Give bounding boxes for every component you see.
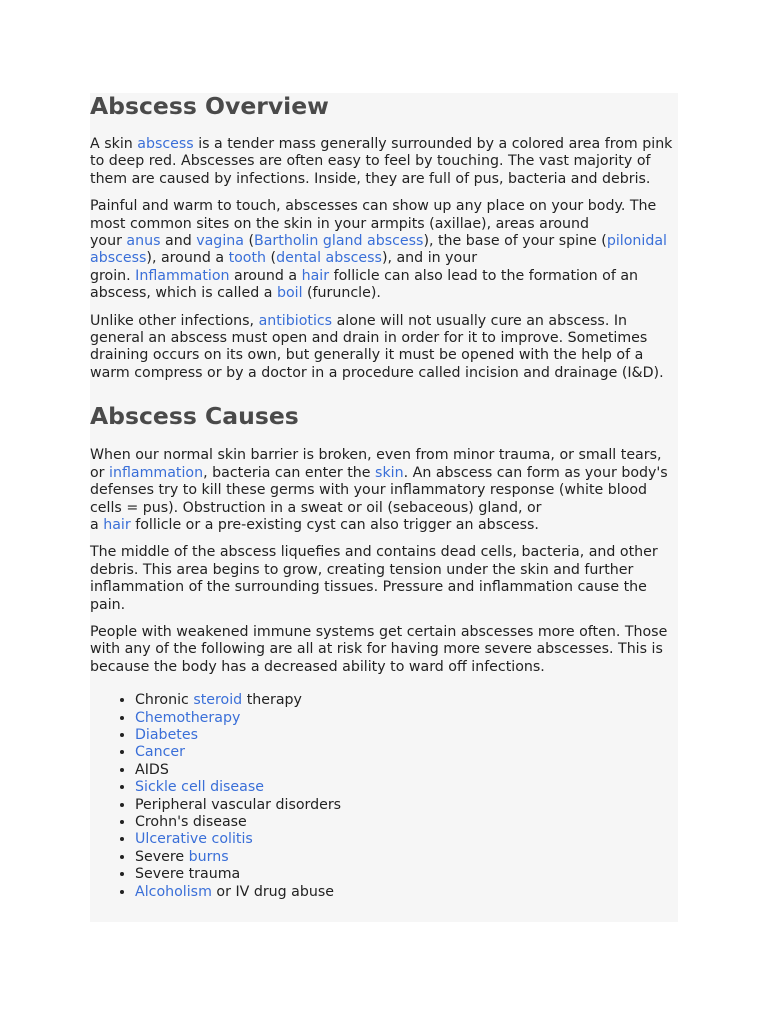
- overview-paragraph-2: [90, 198, 680, 302]
- text-segment: ), the base of your spine (: [423, 233, 607, 250]
- link-steroid[interactable]: steroid: [193, 692, 243, 709]
- list-item: [135, 692, 680, 709]
- link-inflammation[interactable]: Inflammation: [135, 267, 230, 284]
- link-diabetes[interactable]: Diabetes: [135, 726, 198, 743]
- text-segment: groin.: [90, 267, 136, 284]
- causes-heading: Abscess Causes: [90, 402, 299, 431]
- article: [90, 92, 680, 901]
- text-segment: Painful and warm to touch, abscesses can show up any place on your body. The most common sites on the skin in your armpits (axillae), areas around: [90, 198, 657, 232]
- list-item: [135, 814, 680, 831]
- text-segment: Severe trauma: [135, 866, 241, 883]
- text-segment: Chronic: [135, 692, 194, 709]
- text-segment: . An abscess can form as your body's defenses try to kill these germs with your inflammatory response (white blood cells = pus). Obstruction in a sweat or oil (sebaceous) gland, or: [90, 464, 668, 516]
- link-bartholin-gland-abscess[interactable]: Bartholin gland abscess: [254, 233, 424, 250]
- overview-paragraph-3: [90, 313, 680, 383]
- list-item: [135, 710, 680, 727]
- text-segment: A skin: [90, 136, 138, 152]
- list-item: [135, 779, 680, 796]
- link-hair[interactable]: hair: [103, 516, 131, 533]
- text-segment: alone will not usually cure an abscess. In general an abscess must open and drain in order for it to improve. Sometimes draining occurs on its own, but generally it must be opened with the help of a warm compress or by a doctor in a procedure called incision and drainage (I&D).: [90, 312, 664, 381]
- link-inflammation[interactable]: inflammation: [109, 464, 204, 481]
- text-segment: and: [160, 233, 197, 250]
- causes-paragraph-3: [90, 624, 680, 676]
- text-segment: AIDS: [135, 761, 169, 778]
- text-segment: or IV drug abuse: [211, 883, 334, 900]
- text-segment: The middle of the abscess liquefies and contains dead cells, bacteria, and other debris. This area begins to grow, creating tension under the skin and further inflammation of the surrounding tissues. Pressure and inflammation cause the pain.: [90, 544, 658, 613]
- text-segment: When our normal skin barrier is broken, even from minor trauma, or small tears, or: [90, 447, 662, 481]
- list-item: [135, 866, 680, 883]
- link-boil[interactable]: boil: [276, 285, 303, 302]
- list-item: [135, 797, 680, 814]
- list-item: [135, 849, 680, 866]
- text-segment: follicle can also lead to the formation of an abscess, which is called a: [90, 267, 639, 302]
- text-segment: your: [90, 233, 127, 250]
- link-tooth[interactable]: tooth: [228, 250, 267, 267]
- text-segment: ), and in your: [381, 250, 478, 267]
- link-abscess[interactable]: abscess: [137, 136, 194, 152]
- text-segment: a: [90, 516, 104, 533]
- link-cancer[interactable]: Cancer: [135, 744, 185, 761]
- link-ulcerative-colitis[interactable]: Ulcerative colitis: [135, 831, 253, 848]
- link-hair[interactable]: hair: [301, 267, 330, 284]
- text-segment: (: [266, 250, 277, 267]
- risk-factor-list: [90, 692, 680, 901]
- link-dental-abscess[interactable]: dental abscess: [276, 250, 382, 267]
- link-burns[interactable]: burns: [188, 848, 229, 865]
- text-segment: therapy: [242, 692, 302, 709]
- list-item: [135, 762, 680, 779]
- link-vagina[interactable]: vagina: [196, 233, 244, 250]
- list-item: [135, 884, 680, 901]
- text-segment: follicle or a pre-existing cyst can also trigger an abscess.: [130, 516, 539, 533]
- link-pilonidal-abscess[interactable]: pilonidal abscess: [90, 233, 667, 267]
- text-segment: (furuncle).: [302, 285, 381, 302]
- link-sickle-cell-disease[interactable]: Sickle cell disease: [135, 779, 264, 796]
- link-alcoholism[interactable]: Alcoholism: [135, 883, 212, 900]
- text-segment: Crohn's disease: [135, 814, 247, 830]
- link-chemotherapy[interactable]: Chemotherapy: [135, 709, 241, 726]
- text-segment: Severe: [135, 848, 189, 865]
- text-segment: Peripheral vascular disorders: [135, 796, 342, 813]
- link-skin[interactable]: skin: [375, 464, 404, 481]
- text-segment: is a tender mass generally surrounded by a colored area from pink to deep red. Abscesses are often easy to feel by touching. The vast majority of them are caused by infections. Inside, they are full of pus, bacteria and debris.: [90, 136, 673, 187]
- text-segment: (: [243, 233, 254, 250]
- overview-heading: Abscess Overview: [90, 92, 329, 120]
- causes-paragraph-2: [90, 544, 680, 614]
- link-anus[interactable]: anus: [126, 233, 161, 250]
- text-segment: , bacteria can enter the: [203, 464, 376, 481]
- text-segment: People with weakened immune systems get certain abscesses more often. Those with any of the following are all at risk for having more severe abscesses. This is because the body has a decreased ability to ward off infections.: [90, 623, 668, 675]
- list-item: [135, 744, 680, 761]
- list-item: [135, 831, 680, 848]
- text-segment: ), around a: [146, 250, 229, 267]
- causes-paragraph-1: [90, 447, 680, 534]
- list-item: [135, 727, 680, 744]
- text-segment: Unlike other infections,: [90, 312, 259, 329]
- text-segment: around a: [229, 267, 302, 284]
- overview-paragraph-1: [90, 136, 680, 188]
- link-antibiotics[interactable]: antibiotics: [258, 312, 333, 329]
